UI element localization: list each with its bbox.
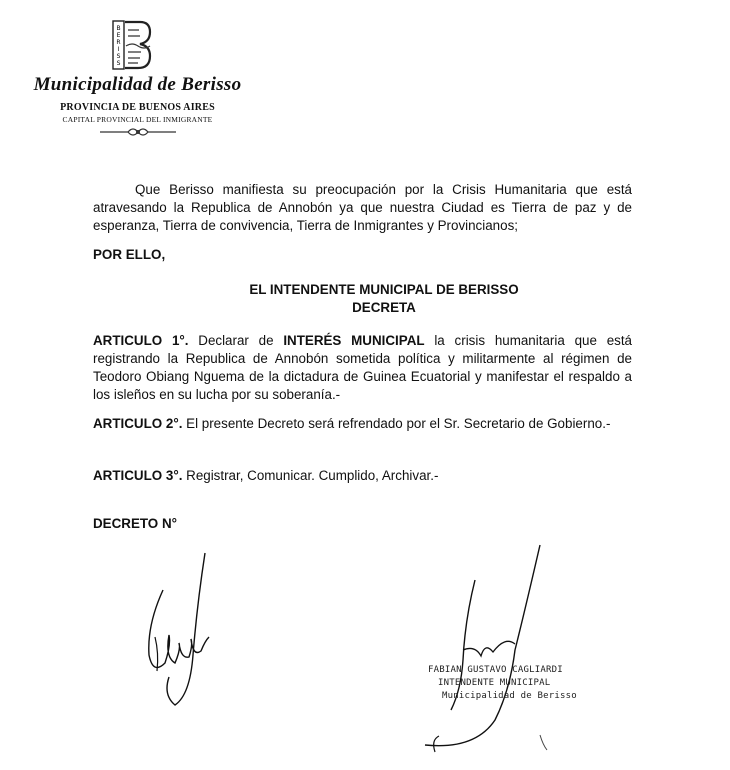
por-ello-heading: POR ELLO,: [93, 247, 166, 262]
article-3: [93, 467, 632, 485]
stamp-name: FABIAN GUSTAVO CAGLIARDI: [428, 665, 563, 675]
svg-text:S: S: [116, 60, 121, 67]
svg-text:S: S: [116, 53, 121, 60]
decree-number-label: DECRETO N°: [93, 516, 177, 531]
svg-text:B: B: [116, 25, 121, 32]
signature-right: [415, 540, 560, 760]
article-1-label: ARTICULO 1°.: [93, 333, 189, 348]
article-1-pre: Declarar de: [188, 333, 284, 348]
article-1: [93, 332, 632, 404]
article-2-label: ARTICULO 2°.: [93, 416, 183, 431]
article-2: [93, 415, 632, 433]
brand-name: Municipalidad de Berisso: [33, 74, 242, 95]
article-3-text: Registrar, Comunicar. Cumplido, Archivar.-: [182, 468, 439, 483]
svg-text:R: R: [116, 39, 121, 46]
article-1-text: la crisis humanitaria que está registrando la Republica de Annobón sometida política y militarmente al régimen de Teodoro Obiang Nguema de la dictadura de Guinea Ecuatorial y manifestar el respaldo a los isleños en su lucha por su soberanía.-: [93, 333, 632, 402]
decree-heading-decreta: DECRETA: [352, 300, 416, 315]
decree-heading: [93, 281, 675, 317]
decree-heading-title: EL INTENDENTE MUNICIPAL DE BERISSO: [249, 282, 519, 297]
article-1-bold: INTERÉS MUNICIPAL: [283, 333, 425, 348]
signature-left: [135, 545, 225, 715]
intro-paragraph: Que Berisso manifiesta su preocupación por la Crisis Humanitaria que está atravesando la Republica de Annobón ya que nuestra Ciudad es Tierra de paz y de esperanza, Tierra de convivencia, Tierra de Inmigrantes y Provincianos;: [93, 182, 632, 233]
berisso-logo: [112, 20, 152, 70]
article-2-text: El presente Decreto será refrendado por el Sr. Secretario de Gobierno.-: [182, 416, 611, 431]
capital-line: CAPITAL PROVINCIAL DEL INMIGRANTE: [62, 115, 213, 124]
article-3-label: ARTICULO 3°.: [93, 468, 183, 483]
official-stamp: [428, 664, 578, 703]
ornament-icon: [98, 126, 178, 138]
province-line: PROVINCIA DE BUENOS AIRES: [60, 102, 215, 113]
svg-text:E: E: [116, 32, 121, 39]
stamp-title: INTENDENTE MUNICIPAL: [438, 678, 551, 688]
stamp-org: Municipalidad de Berisso: [442, 691, 577, 701]
svg-text:I: I: [117, 46, 120, 53]
